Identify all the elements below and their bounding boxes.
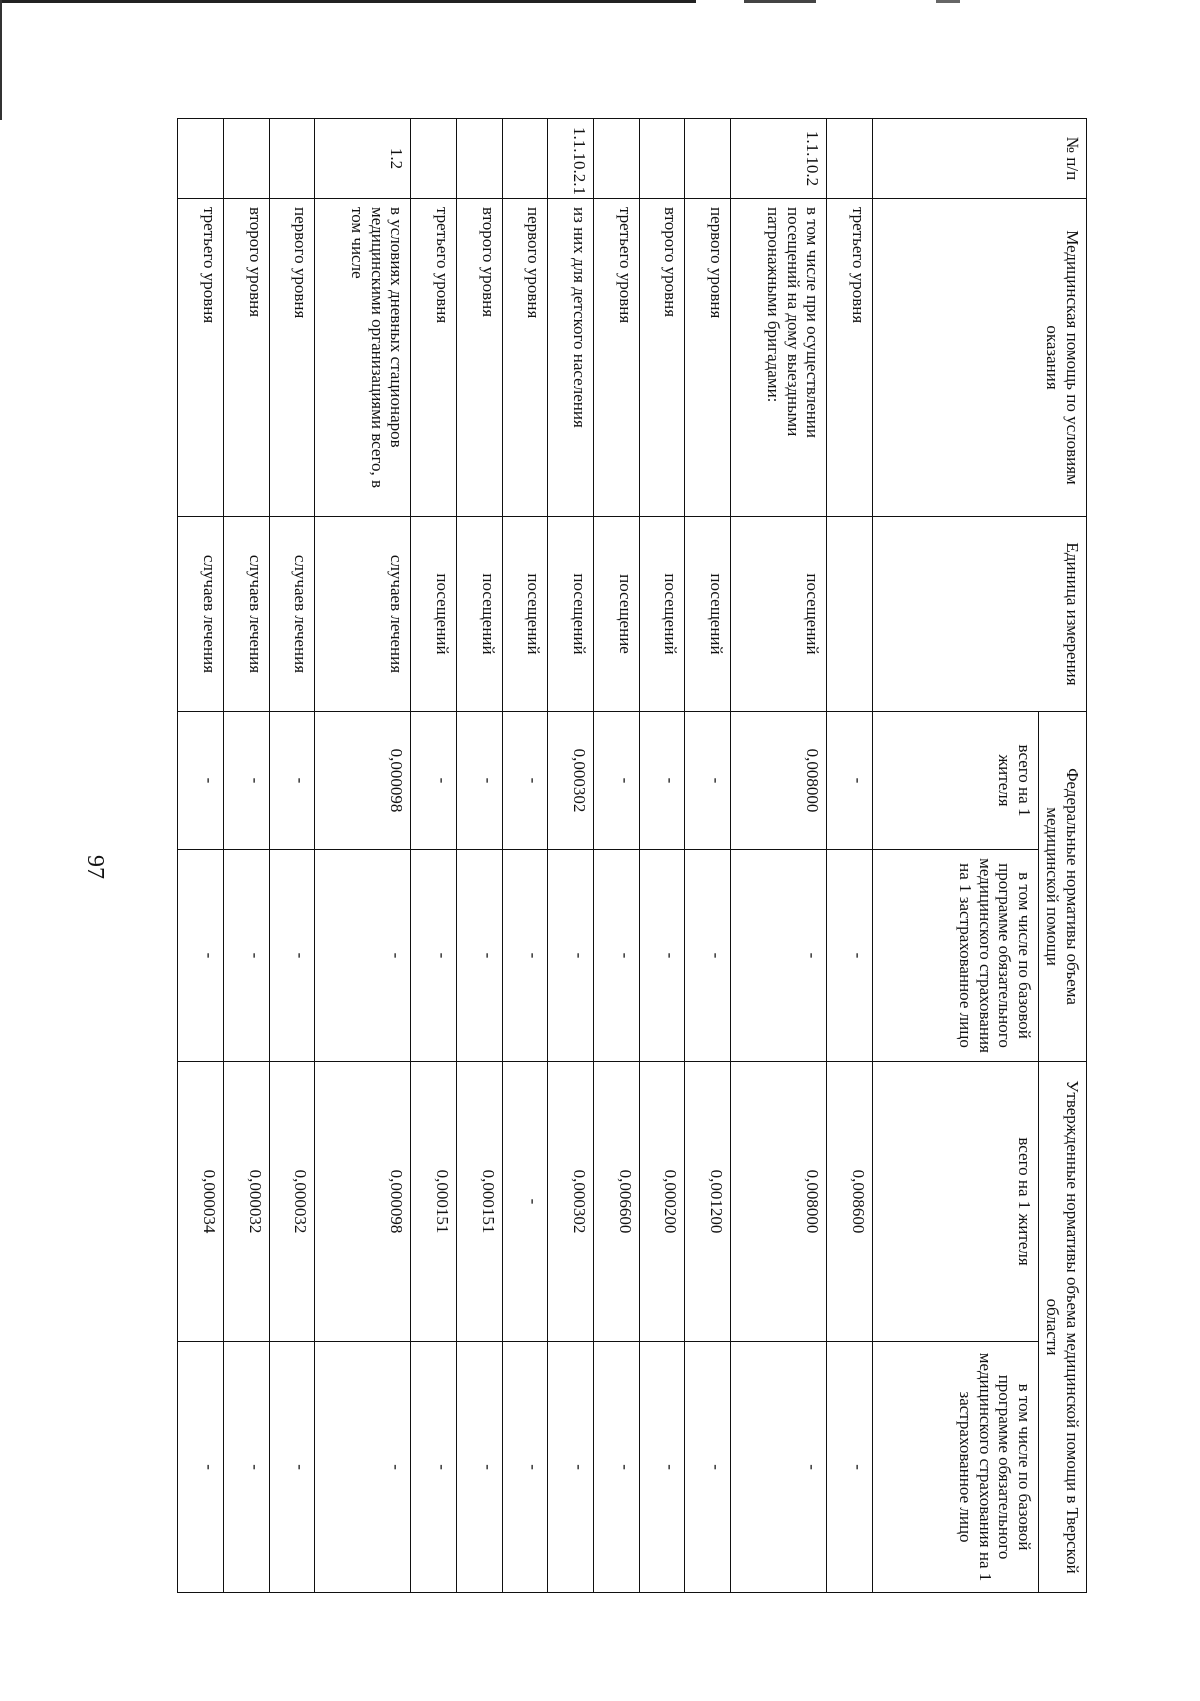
approved-per-insured-cell: - [456,1342,502,1593]
federal-per-resident-cell: - [827,712,873,850]
approved-per-resident-cell: 0,000032 [269,1062,315,1342]
care-condition-cell: третьего уровня [827,199,873,517]
table-row [594,119,640,1593]
federal-per-resident-cell: - [178,712,224,850]
unit-of-measure-cell: посещение [594,517,640,712]
care-condition-cell: первого уровня [269,199,315,517]
table-row [827,119,873,1593]
federal-per-insured-cell: - [827,850,873,1062]
table-row [269,119,315,1593]
federal-per-insured-cell: - [502,850,548,1062]
unit-of-measure-cell: случаев лечения [269,517,315,712]
care-condition-cell: третьего уровня [411,199,457,517]
care-condition-cell: в условиях дневных стационаров медицинскими организациями всего, в том числе [315,199,411,517]
table-row [548,119,594,1593]
unit-of-measure-cell: посещений [639,517,685,712]
row-number-cell: 1.1.10.2.1 [548,119,594,199]
federal-per-insured-cell: - [178,850,224,1062]
approved-per-insured-cell: - [594,1342,640,1593]
row-number-cell: 1.1.10.2 [731,119,827,199]
row-number-cell [178,119,224,199]
unit-of-measure-cell: посещений [502,517,548,712]
federal-per-resident-cell: - [685,712,731,850]
care-condition-cell: первого уровня [685,199,731,517]
approved-per-resident-cell: - [502,1062,548,1342]
care-condition-cell: в том числе при осуществлении посещений на дому выездными патронажными бригадами: [731,199,827,517]
approved-per-resident-cell: 0,000151 [456,1062,502,1342]
care-condition-cell: третьего уровня [178,199,224,517]
federal-per-insured-cell: - [639,850,685,1062]
care-condition-cell: первого уровня [502,199,548,517]
table-row [178,119,224,1593]
federal-per-resident-cell: - [223,712,269,850]
federal-per-insured-cell: - [594,850,640,1062]
federal-per-resident-cell: 0,000098 [315,712,411,850]
norms-table [177,118,1087,1593]
care-condition-cell: из них для детского населения [548,199,594,517]
header-federal: Федеральные нормативы объема медицинской помощи [1038,712,1086,1062]
approved-per-insured-cell: - [639,1342,685,1593]
federal-per-insured-cell: - [223,850,269,1062]
federal-per-resident-cell: 0,008000 [731,712,827,850]
federal-per-insured-cell: - [731,850,827,1062]
row-number-cell [456,119,502,199]
approved-per-resident-cell: 0,000034 [178,1062,224,1342]
federal-per-resident-cell: - [269,712,315,850]
federal-per-resident-cell: - [594,712,640,850]
row-number-cell [827,119,873,199]
row-number-cell [269,119,315,199]
approved-per-resident-cell: 0,000302 [548,1062,594,1342]
approved-per-insured-cell: - [315,1342,411,1593]
header-care: Медицинская помощь по условиям оказания [872,199,1086,517]
approved-per-insured-cell: - [548,1342,594,1593]
header-approved-per-resident: всего на 1 жителя [872,1062,1038,1342]
federal-per-insured-cell: - [411,850,457,1062]
header-federal-per-insured: в том числе по базовой программе обязательного медицинского страхования на 1 застрахованное лицо [872,850,1038,1062]
federal-per-insured-cell: - [685,850,731,1062]
table-row [685,119,731,1593]
page-number: 97 [82,855,108,879]
approved-per-resident-cell: 0,008600 [827,1062,873,1342]
approved-per-insured-cell: - [178,1342,224,1593]
approved-per-resident-cell: 0,000151 [411,1062,457,1342]
federal-per-resident-cell: 0,000302 [548,712,594,850]
approved-per-resident-cell: 0,000098 [315,1062,411,1342]
care-condition-cell: второго уровня [639,199,685,517]
table-row [502,119,548,1593]
rotated-table-wrapper [177,118,1087,1592]
table-row [639,119,685,1593]
row-number-cell [223,119,269,199]
table-row [223,119,269,1593]
header-federal-per-resident: всего на 1 жителя [872,712,1038,850]
table-row [411,119,457,1593]
row-number-cell [594,119,640,199]
approved-per-insured-cell: - [827,1342,873,1593]
header-unit: Единица измерения [872,517,1086,712]
row-number-cell [411,119,457,199]
unit-of-measure-cell: случаев лечения [315,517,411,712]
approved-per-insured-cell: - [269,1342,315,1593]
approved-per-resident-cell: 0,000032 [223,1062,269,1342]
scan-edge-top [0,0,1200,3]
table-row [315,119,411,1593]
unit-of-measure-cell [827,517,873,712]
row-number-cell [502,119,548,199]
care-condition-cell: второго уровня [456,199,502,517]
approved-per-resident-cell: 0,006600 [594,1062,640,1342]
scan-edge-left [0,0,2,120]
unit-of-measure-cell: посещений [456,517,502,712]
approved-per-resident-cell: 0,001200 [685,1062,731,1342]
table-row [731,119,827,1593]
federal-per-insured-cell: - [269,850,315,1062]
federal-per-resident-cell: - [411,712,457,850]
unit-of-measure-cell: случаев лечения [223,517,269,712]
care-condition-cell: второго уровня [223,199,269,517]
federal-per-insured-cell: - [548,850,594,1062]
approved-per-insured-cell: - [223,1342,269,1593]
unit-of-measure-cell: посещений [548,517,594,712]
federal-per-insured-cell: - [456,850,502,1062]
header-num: № п/п [872,119,1086,199]
header-approved: Утвержденные нормативы объема медицинской помощи в Тверской области [1038,1062,1086,1593]
unit-of-measure-cell: посещений [411,517,457,712]
unit-of-measure-cell: посещений [685,517,731,712]
approved-per-insured-cell: - [502,1342,548,1593]
row-number-cell: 1.2 [315,119,411,199]
row-number-cell [685,119,731,199]
table-row [456,119,502,1593]
unit-of-measure-cell: случаев лечения [178,517,224,712]
approved-per-resident-cell: 0,008000 [731,1062,827,1342]
header-approved-per-insured: в том числе по базовой программе обязательного медицинского страхования на 1 застрахованное лицо [872,1342,1038,1593]
federal-per-resident-cell: - [456,712,502,850]
approved-per-insured-cell: - [411,1342,457,1593]
row-number-cell [639,119,685,199]
approved-per-insured-cell: - [731,1342,827,1593]
approved-per-insured-cell: - [685,1342,731,1593]
table-body [178,119,873,1593]
unit-of-measure-cell: посещений [731,517,827,712]
care-condition-cell: третьего уровня [594,199,640,517]
approved-per-resident-cell: 0,000200 [639,1062,685,1342]
federal-per-resident-cell: - [502,712,548,850]
federal-per-resident-cell: - [639,712,685,850]
federal-per-insured-cell: - [315,850,411,1062]
